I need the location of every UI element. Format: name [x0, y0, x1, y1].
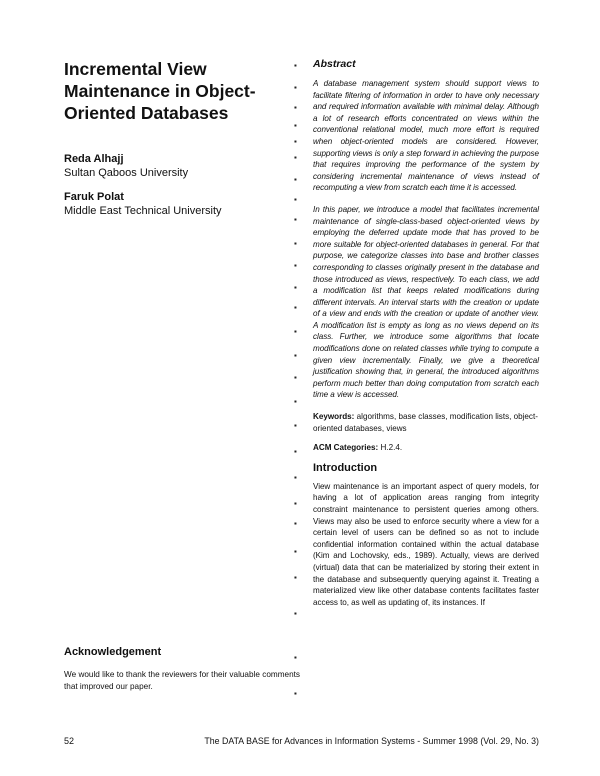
acm-categories [313, 442, 539, 454]
author-name: Faruk Polat [64, 191, 124, 203]
keywords-text: algorithms, base classes, modification lists, object-oriented databases, views [313, 412, 538, 433]
gutter-mark: ▪ [294, 547, 297, 556]
paper-title: Incremental View Maintenance in Object-Oriented Databases [64, 59, 256, 123]
acm-label: ACM Categories: [313, 443, 379, 453]
gutter-mark: ▪ [294, 83, 297, 92]
gutter-mark: ▪ [294, 103, 297, 112]
author-block [64, 152, 294, 228]
gutter-mark: ▪ [294, 609, 297, 618]
gutter-mark: ▪ [294, 351, 297, 360]
gutter-mark: ▪ [294, 137, 297, 146]
right-column [313, 58, 539, 608]
author-1 [64, 152, 294, 180]
gutter-mark: ▪ [294, 195, 297, 204]
gutter-mark: ▪ [294, 499, 297, 508]
gutter-mark: ▪ [294, 373, 297, 382]
gutter-mark: ▪ [294, 261, 297, 270]
author-affiliation: Middle East Technical University [64, 205, 222, 217]
page-number: 52 [64, 736, 75, 746]
gutter-mark: ▪ [294, 283, 297, 292]
acknowledgement-heading: Acknowledgement [64, 646, 162, 658]
introduction-heading: Introduction [313, 461, 378, 474]
acknowledgement-section [64, 646, 300, 692]
keywords [313, 411, 539, 434]
gutter-mark: ▪ [294, 573, 297, 582]
gutter-mark: ▪ [294, 473, 297, 482]
author-name: Reda Alhajj [64, 153, 124, 165]
scan-gutter-marks [288, 0, 308, 776]
gutter-mark: ▪ [294, 653, 297, 662]
gutter-mark: ▪ [294, 519, 297, 528]
gutter-mark: ▪ [294, 153, 297, 162]
introduction-text: View maintenance is an important aspect of query models, for having a lot of application areas ranging from integrity constraint maintenance to persistent queries among others. Views may also be used to enforce security where a view for a certain level of users can be defined so as not to include confidential information contained within the actual database (Kim and Lochovsky, eds., 1989). Actually, views are derived (virtual) data that can be materialized by storing their extent in the database and subsequently querying against it. Treating a materialized view like other database contents facilitates faster access to, as well as updating of, its instances. If [313, 481, 539, 607]
gutter-mark: ▪ [294, 239, 297, 248]
gutter-mark: ▪ [294, 327, 297, 336]
acknowledgement-text: We would like to thank the reviewers for their valuable comments that improved our paper. [64, 670, 300, 691]
author-2 [64, 190, 294, 218]
gutter-mark: ▪ [294, 121, 297, 130]
abstract-heading: Abstract [313, 58, 356, 70]
gutter-mark: ▪ [294, 397, 297, 406]
gutter-mark: ▪ [294, 215, 297, 224]
gutter-mark: ▪ [294, 303, 297, 312]
acm-text: H.2.4. [380, 443, 403, 453]
journal-footer: The DATA BASE for Advances in Information Systems - Summer 1998 (Vol. 29, No. 3) [204, 736, 539, 746]
author-affiliation: Sultan Qaboos University [64, 167, 189, 179]
gutter-mark: ▪ [294, 447, 297, 456]
abstract-paragraph-1: A database management system should support views to facilitate filtering of information in order to have only necessary and required information available with minimal delay. Although a lot of research efforts concentrated on views within the conventional relational model, much more effort is required when object-oriented models are considered. However, supporting views is only a step forward in achieving the purpose that requires improving the performance of the system by considering incremental maintenance of views instead of recomputing a view from scratch each time it is accessed. [313, 79, 539, 193]
gutter-mark: ▪ [294, 175, 297, 184]
gutter-mark: ▪ [294, 689, 297, 698]
abstract-paragraph-2: In this paper, we introduce a model that facilitates incremental maintenance of single-class-based object-oriented views by employing the deferred update mode that has proved to be more suitable for object-oriented databases in general. For that purpose, we categorize classes into base and brother classes corresponding to classes originally present in the database and those introduced as views, respectively. To each class, we add a modification list that keeps related modifications during different intervals. An interval starts with the creation or update of a view and ends with the creation or update of another view. A modification list is empty as long as no views depend on its class. Further, we introduce some algorithms that locate modifications done on related classes while trying to compute a given view incrementally. Finally, we give a theoretical justification showing that, in general, the introduced algorithms perform much better than doing computation from scratch each time a view is accessed. [313, 204, 539, 400]
keywords-label: Keywords: [313, 412, 355, 422]
gutter-mark: ▪ [294, 61, 297, 70]
gutter-mark: ▪ [294, 421, 297, 430]
